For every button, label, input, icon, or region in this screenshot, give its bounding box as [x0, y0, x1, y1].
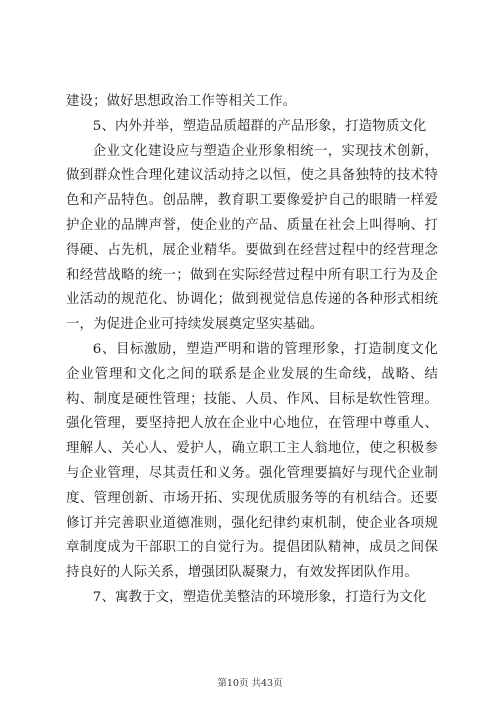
paragraph-section-5: 企业文化建设应与塑造企业形象相统一，实现技术创新，做到群众性合理化建议活动持之以恒，使之具备独特的技术特色和产品特色。创品牌，教育职工要像爱护自己的眼睛一样爱护企业的品牌声誉，使企业的产品、质量在社会上叫得响、打得硬、占先机，展企业精华。要做到在经营过程中的经营理念和经营战略的统一；做到在实际经营过程中所有职工行为及企业活动的规范化、协调化；做到视觉信息传递的各种形式相统一，为促进企业可持续发展奠定坚实基础。 [66, 143, 438, 333]
page-footer [0, 675, 500, 689]
section-heading-7: 7、寓教于文，塑造优美整洁的环境形象，打造行为文化 [92, 589, 427, 605]
section-heading-6: 6、目标激励，塑造严明和谐的管理形象，打造制度文化企业管理和文化之间的联系是企业发展的生命线，战略、结构、制度是硬性管理；技能、人员、作风、目标是软性管理。强化管理，要坚持把人放在企业中心地位，在管理中尊重人、理解人、关心人、爱护人，确立职工主人翁地位，使之积极参与企业管理，尽其责任和义务。强化管理要搞好与现代企业制度、管理创新、市场开拓、实现优质服务等的有机结合。还要修订并完善职业道德准则，强化纪律约束机制，使企业各项规章制度成为干部职工的自觉行为。提倡团队精神，成员之间保持良好的人际关系，增强团队凝聚力，有效发挥团队作用。 [66, 341, 438, 581]
body-text [66, 90, 438, 611]
paragraph-continuation: 建设；做好思想政治工作等相关工作。 [66, 94, 297, 109]
section-heading-5: 5、内外并举，塑造品质超群的产品形象，打造物质文化 [92, 118, 427, 134]
page-number-label: 第10页 共43页 [217, 678, 283, 689]
